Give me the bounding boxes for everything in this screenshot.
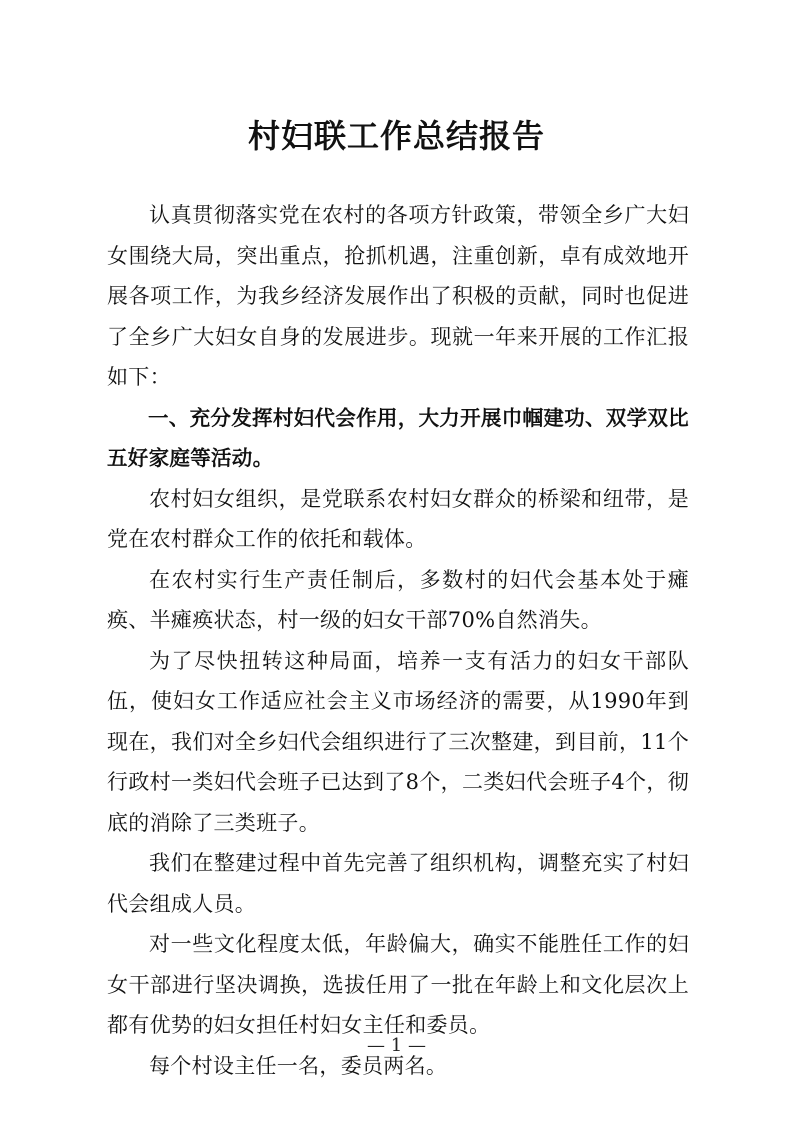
paragraph-intro: 认真贯彻落实党在农村的各项方针政策，带领全乡广大妇女围绕大局，突出重点，抢抓机遇，注重创新，卓有成效地开展各项工作，为我乡经济发展作出了积极的贡献，同时也促进了全乡广大妇女自身的发展进步。现就一年来开展的工作汇报如下： <box>107 203 689 389</box>
paragraph: 农村妇女组织，是党联系农村妇女群众的桥梁和纽带，是党在农村群众工作的依托和载体。 <box>107 486 689 551</box>
paragraph: 为了尽快扭转这种局面，培养一支有活力的妇女干部队伍，使妇女工作适应社会主义市场经济的需要，从1990年到现在，我们对全乡妇代会组织进行了三次整建，到目前，11个行政村一类妇代会班子已达到了8个，二类妇代会班子4个，彻底的消除了三类班子。 <box>107 648 689 835</box>
paragraph: 每个村设主任一名，委员两名。 <box>149 1053 448 1078</box>
paragraph: 对一些文化程度太低，年龄偏大，确实不能胜任工作的妇女干部进行坚决调换，选拔任用了一批在年龄上和文化层次上都有优势的妇女担任村妇女主任和委员。 <box>107 932 689 1037</box>
paragraph: 在农村实行生产责任制后，多数村的妇代会基本处于瘫痪、半瘫痪状态，村一级的妇女干部70%自然消失。 <box>107 567 689 632</box>
document-body <box>107 195 689 1086</box>
paragraph: 我们在整建过程中首先完善了组织机构，调整充实了村妇代会组成人员。 <box>107 851 689 916</box>
page-number: — 1 — <box>367 1035 426 1056</box>
document-title: 村妇联工作总结报告 <box>247 117 545 155</box>
section-heading-1: 一、充分发挥村妇代会作用，大力开展巾帼建功、双学双比五好家庭等活动。 <box>107 405 689 470</box>
